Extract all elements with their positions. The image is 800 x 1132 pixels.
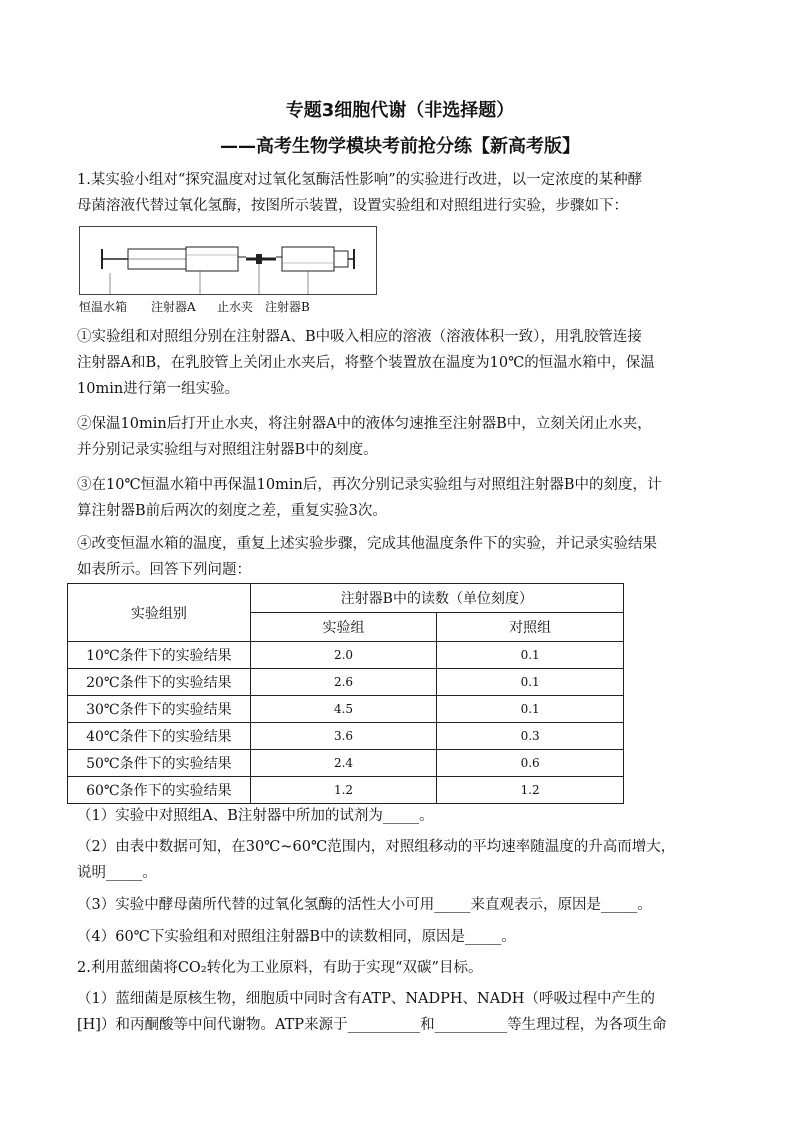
- step1-line1: ①实验组和对照组分别在注射器A、B中吸入相应的溶液（溶液体积一致），用乳胶管连接: [77, 329, 642, 345]
- label-clamp: 止水夹: [217, 300, 254, 314]
- q2-sub1-line1: （1）蓝细菌是原核生物，细胞质中同时含有ATP、NADPH、NADH（呼吸过程中产生的: [77, 991, 655, 1007]
- row-label: 10℃条件下的实验结果: [68, 642, 251, 669]
- ctrl-value: 0.1: [437, 669, 624, 696]
- step2-line2: 并分别记录实验组与对照组注射器B中的刻度。: [77, 442, 378, 458]
- step1-line3: 10min进行第一组实验。: [77, 381, 240, 397]
- results-table: [67, 583, 624, 804]
- table-row: [68, 777, 624, 804]
- ctrl-value: 0.1: [437, 696, 624, 723]
- step1-line2: 注射器A和B，在乳胶管上关闭止水夹后，将整个装置放在温度为10℃的恒温水箱中，保温: [77, 355, 655, 371]
- header-reading: 注射器B中的读数（单位刻度）: [250, 584, 623, 613]
- table-row: [68, 696, 624, 723]
- row-label: 40℃条件下的实验结果: [68, 723, 251, 750]
- table-row: [68, 723, 624, 750]
- exp-value: 4.5: [250, 696, 437, 723]
- q1-intro-line1: 1.某实验小组对“探究温度对过氧化氢酶活性影响”的实验进行改进，以一定浓度的某种酵: [77, 172, 643, 188]
- apparatus-labels: [79, 298, 399, 316]
- row-label: 60℃条作下的实验结果: [68, 777, 251, 804]
- page-subtitle: ——高考生物学模块考前抢分练【新高考版】: [220, 136, 580, 157]
- q1-intro-line2: 母菌溶液代替过氧化氢酶，按图所示装置，设置实验组和对照组进行实验，步骤如下：: [77, 198, 628, 214]
- label-syringe-b: 注射器B: [265, 300, 310, 314]
- exp-value: 2.4: [250, 750, 437, 777]
- row-label: 30℃条件下的实验结果: [68, 696, 251, 723]
- apparatus-figure: [79, 226, 377, 295]
- label-water-tank: 恒温水箱: [79, 300, 128, 314]
- q2-intro: 2.利用蓝细菌将CO₂转化为工业原料，有助于实现“双碳”目标。: [77, 960, 483, 976]
- step4-line1: ④改变恒温水箱的温度，重复上述实验步骤，完成其他温度条件下的实验，并记录实验结果: [77, 536, 657, 552]
- exp-value: 3.6: [250, 723, 437, 750]
- q1-sub4: （4）60℃下实验组和对照组注射器B中的读数相同，原因是_____。: [77, 929, 516, 945]
- syringe-apparatus-drawing: [80, 227, 376, 294]
- header-experiment: 实验组: [250, 613, 437, 642]
- exp-value: 2.6: [250, 669, 437, 696]
- ctrl-value: 1.2: [437, 777, 624, 804]
- exp-value: 2.0: [250, 642, 437, 669]
- ctrl-value: 0.3: [437, 723, 624, 750]
- row-label: 20℃条件下的实验结果: [68, 669, 251, 696]
- q1-sub3: （3）实验中酵母菌所代替的过氧化氢酶的活性大小可用_____来直观表示，原因是_____。: [77, 897, 652, 913]
- step2-line1: ②保温10min后打开止水夹，将注射器A中的液体匀速推至注射器B中，立刻关闭止水夹，: [77, 416, 652, 432]
- table-row: [68, 669, 624, 696]
- step3-line1: ③在10℃恒温水箱中再保温10min后，再次分别记录实验组与对照组注射器B中的刻度，计: [77, 477, 662, 493]
- header-control: 对照组: [437, 613, 624, 642]
- q1-sub2-line1: （2）由表中数据可知，在30℃~60℃范围内，对照组移动的平均速率随温度的升高而增大，: [77, 839, 676, 855]
- ctrl-value: 0.1: [437, 642, 624, 669]
- ctrl-value: 0.6: [437, 750, 624, 777]
- q1-sub1: （1）实验中对照组A、B注射器中所加的试剂为_____。: [77, 808, 434, 824]
- table-row: [68, 750, 624, 777]
- page-title: 专题3细胞代谢（非选择题）: [285, 100, 515, 121]
- exp-value: 1.2: [250, 777, 437, 804]
- step3-line2: 算注射器B前后两次的刻度之差，重复实验3次。: [77, 503, 387, 519]
- step4-line2: 如表所示。回答下列问题：: [77, 562, 251, 578]
- q2-sub1-line2: [H]）和丙酮酸等中间代谢物。ATP来源于__________和__________等生理过程，为各项生命: [77, 1017, 667, 1033]
- q1-sub2-line2: 说明_____。: [77, 865, 157, 881]
- label-syringe-a: 注射器A: [151, 300, 196, 314]
- table-row: [68, 642, 624, 669]
- header-group: 实验组别: [68, 584, 251, 642]
- row-label: 50℃条件下的实验结果: [68, 750, 251, 777]
